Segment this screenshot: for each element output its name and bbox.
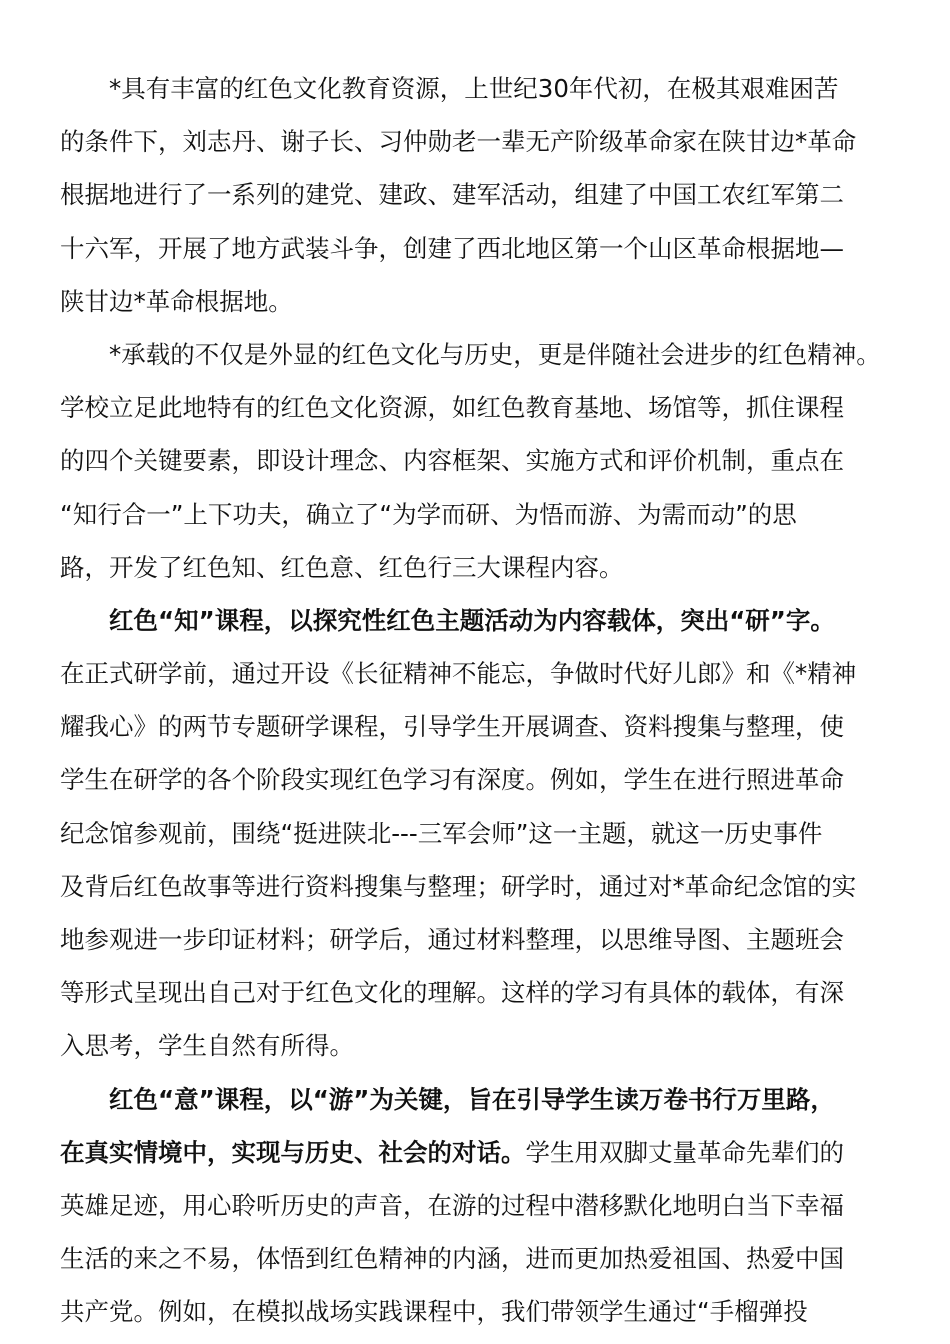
text-line: 耀我心》的两节专题研学课程，引导学生开展调查、资料搜集与整理，使 (60, 712, 844, 742)
text-line: 及背后红色故事等进行资料搜集与整理；研学时，通过对*革命纪念馆的实 (60, 871, 857, 901)
paragraph-red-spirit (60, 328, 880, 594)
text-line: 路，开发了红色知、红色意、红色行三大课程内容。 (60, 552, 624, 582)
paragraph-red-culture-resources (60, 62, 880, 328)
section-heading-intent: 红色“意”课程，以“游”为关键，旨在引导学生读万卷书行万里路， (109, 1084, 835, 1114)
text-line: *具有丰富的红色文化教育资源，上世纪30年代初，在极其艰难困苦 (109, 74, 839, 103)
paragraph-red-intent-course (60, 1073, 880, 1339)
text-line: 陕甘边*革命根据地。 (60, 286, 293, 316)
section-heading-intent-continued: 在真实情境中，实现与历史、社会的对话。 (60, 1137, 526, 1167)
text-line: 学校立足此地特有的红色文化资源，如红色教育基地、场馆等，抓住课程 (60, 393, 844, 423)
paragraph-red-knowledge-course (60, 594, 880, 1073)
text-line: 的四个关键要素，即设计理念、内容框架、实施方式和评价机制，重点在 (60, 446, 844, 476)
text-line: 英雄足迹，用心聆听历史的声音，在游的过程中潜移默化地明白当下幸福 (60, 1190, 844, 1220)
text-line: 共产党。例如，在模拟战场实践课程中，我们带领学生通过“手榴弹投 (60, 1297, 808, 1327)
text-line: 纪念馆参观前，围绕“挺进陕北---三军会师”这一主题，就这一历史事件 (60, 818, 823, 848)
text-line: 等形式呈现出自己对于红色文化的理解。这样的学习有具体的载体，有深 (60, 978, 844, 1008)
text-line: 的条件下，刘志丹、谢子长、习仲勋老一辈无产阶级革命家在陕甘边*革命 (60, 127, 857, 157)
document-body (60, 62, 880, 1339)
text-line (60, 1126, 880, 1179)
section-heading-knowledge: 红色“知”课程，以探究性红色主题活动为内容载体，突出“研”字。 (109, 605, 835, 635)
text-line: 十六军，开展了地方武装斗争，创建了西北地区第一个山区革命根据地— (60, 233, 844, 263)
text-line: “知行合一”上下功夫，确立了“为学而研、为悟而游、为需而动”的思 (60, 499, 797, 529)
text-line: 根据地进行了一系列的建党、建政、建军活动，组建了中国工农红军第二 (60, 180, 844, 210)
text-line: 学生在研学的各个阶段实现红色学习有深度。例如，学生在进行照进革命 (60, 765, 844, 795)
text-line: 地参观进一步印证材料；研学后，通过材料整理，以思维导图、主题班会 (60, 925, 844, 954)
text-run: 学生用双脚丈量革命先辈们的 (525, 1137, 844, 1167)
text-line: 在正式研学前，通过开设《长征精神不能忘，争做时代好儿郎》和《*精神 (60, 659, 857, 689)
text-line: *承载的不仅是外显的红色文化与历史，更是伴随社会进步的红色精神。 (109, 339, 881, 369)
text-line: 入思考，学生自然有所得。 (60, 1031, 354, 1061)
text-line: 生活的来之不易，体悟到红色精神的内涵，进而更加热爱祖国、热爱中国 (60, 1244, 844, 1274)
